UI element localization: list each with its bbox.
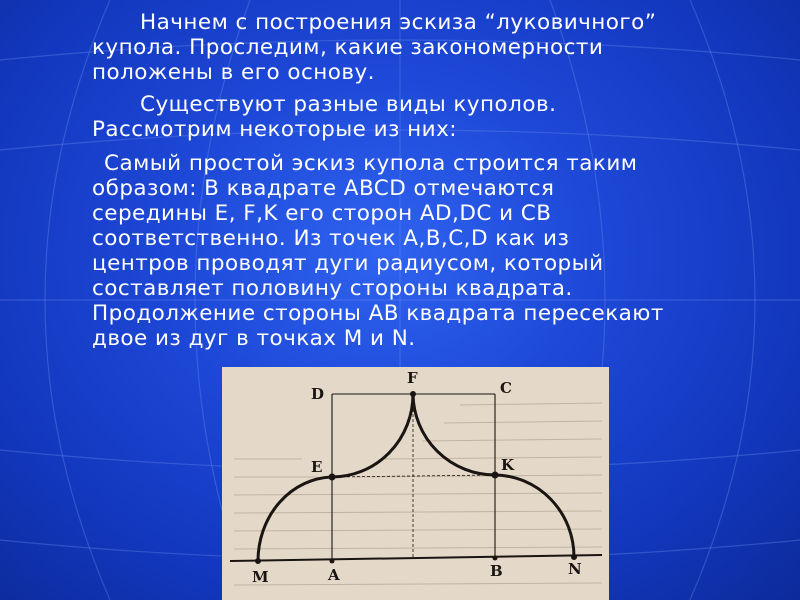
baseline-line xyxy=(230,555,602,561)
dome-construction-figure xyxy=(222,367,609,600)
text-line: Самый простой эскиз купола строится таким xyxy=(104,151,638,176)
text-line: купола. Проследим, какие закономерности xyxy=(92,35,604,60)
point-label-b: B xyxy=(490,562,503,580)
construction-diagram xyxy=(222,367,609,600)
text-line: Существуют разные виды куполов. xyxy=(140,92,557,117)
point-label-d: D xyxy=(311,385,325,403)
intro-paragraph xyxy=(92,10,656,85)
text-line: Рассмотрим некоторые из них: xyxy=(92,117,457,142)
dome-types-paragraph xyxy=(92,92,556,142)
text-line: центров проводят дуги радиусом, который xyxy=(92,251,604,276)
square-abcd xyxy=(332,394,495,561)
point-label-c: C xyxy=(500,379,512,397)
construction-paragraph xyxy=(92,151,664,351)
point-label-k: K xyxy=(501,456,515,474)
text-line: составляет половину стороны квадрата. xyxy=(92,276,573,301)
text-line: образом: В квадрате ABCD отмечаются xyxy=(92,176,555,201)
text-line: середины E, F,K его сторон AD,DC и CB xyxy=(92,201,552,226)
text-line: Продолжение стороны AB квадрата пересекают xyxy=(92,301,664,326)
point-label-f: F xyxy=(407,369,418,387)
point-label-a: A xyxy=(328,566,340,584)
text-line: соответственно. Из точек A,B,C,D как из xyxy=(92,226,570,251)
text-line: двое из дуг в точках M и N. xyxy=(92,326,416,351)
text-line: Начнем с построения эскиза “луковичного” xyxy=(140,10,657,35)
point-label-n: N xyxy=(568,560,582,578)
point-label-m: M xyxy=(252,568,269,586)
point-label-e: E xyxy=(311,458,323,476)
text-line: положены в его основу. xyxy=(92,60,375,85)
